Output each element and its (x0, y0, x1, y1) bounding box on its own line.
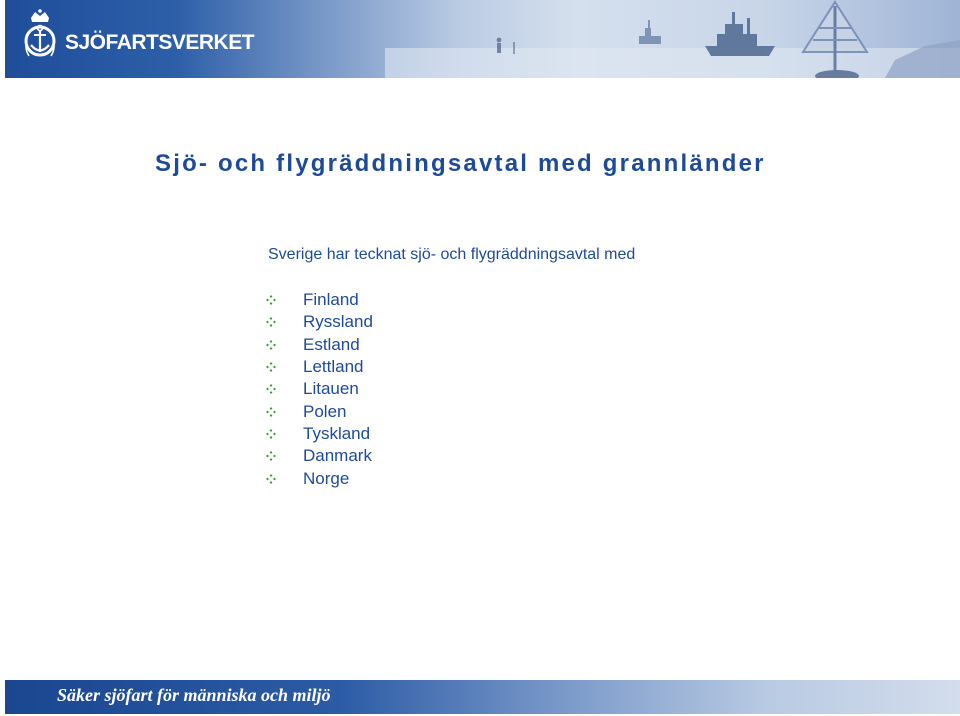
country-name: Lettland (303, 357, 364, 377)
intro-text: Sverige har tecknat sjö- och flygräddningsavtal med (268, 246, 636, 263)
diamond-bullet-icon (266, 317, 276, 327)
diamond-bullet-icon (266, 474, 276, 484)
sjofartsverket-logo (23, 8, 254, 64)
list-item (266, 311, 373, 333)
diamond-bullet-icon (266, 407, 276, 417)
ship-small-icon (639, 20, 661, 44)
list-item (266, 445, 373, 467)
country-name: Litauen (303, 379, 359, 399)
footer-slogan: Säker sjöfart för människa och miljö (57, 685, 331, 705)
list-item (266, 289, 373, 311)
list-item (266, 423, 373, 445)
diamond-bullet-icon (266, 451, 276, 461)
country-name: Norge (303, 468, 350, 488)
country-name: Tyskland (303, 423, 371, 443)
person-figure-icon (497, 38, 502, 53)
list-item (266, 334, 373, 356)
country-name: Estland (303, 334, 360, 354)
country-name: Ryssland (303, 312, 373, 332)
list-item (266, 356, 373, 378)
footer-banner (5, 680, 960, 714)
diamond-bullet-icon (266, 429, 276, 439)
country-name: Finland (303, 290, 359, 310)
diamond-bullet-icon (266, 384, 276, 394)
list-item (266, 467, 373, 489)
icebreaker-ship-icon (705, 12, 775, 56)
header-banner (5, 0, 960, 78)
crown-anchor-icon (23, 8, 57, 64)
logo-text: SJÖFARTSVERKET (65, 31, 255, 54)
list-item (266, 378, 373, 400)
country-name: Polen (303, 401, 347, 421)
list-item (266, 400, 373, 422)
pole-icon (513, 42, 515, 54)
country-name: Danmark (303, 446, 372, 466)
diamond-bullet-icon (266, 362, 276, 372)
country-list (266, 289, 373, 490)
diamond-bullet-icon (266, 295, 276, 305)
slide-title: Sjö- och flygräddningsavtal med grannländer (155, 150, 766, 177)
diamond-bullet-icon (266, 340, 276, 350)
